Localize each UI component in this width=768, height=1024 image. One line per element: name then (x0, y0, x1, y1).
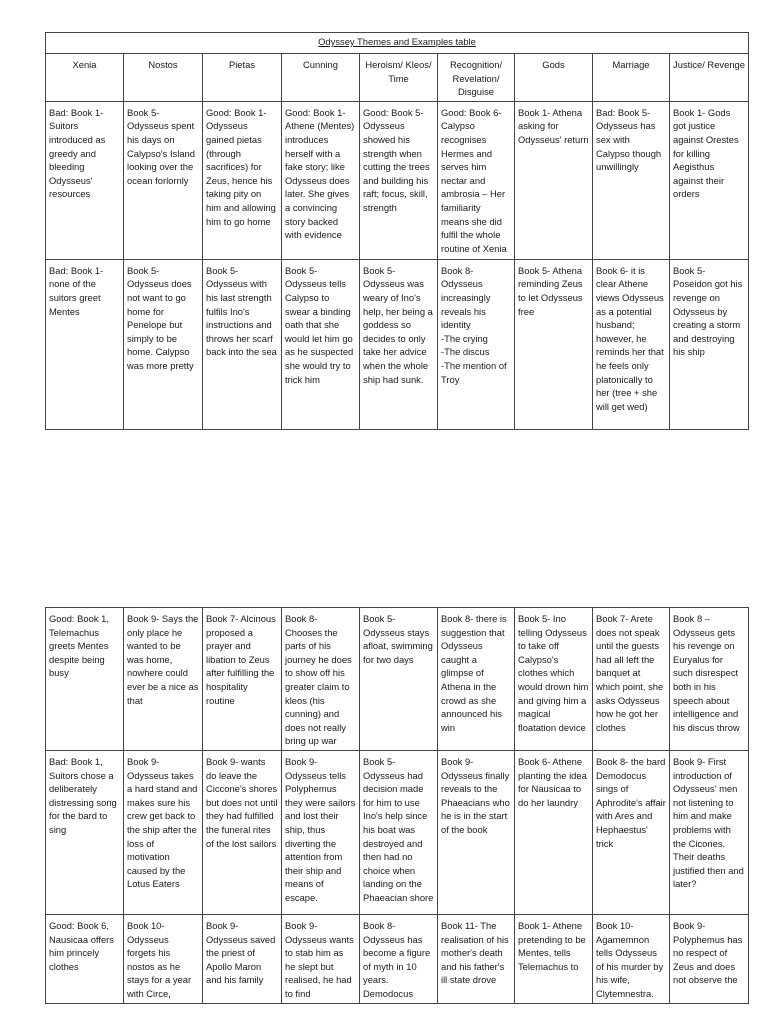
table-row (46, 608, 749, 751)
table-cell: Good: Book 5- Odysseus showed his strength when cutting the trees and building his raft; focus, skill, strength (360, 101, 438, 259)
table-cell: Book 9- wants do leave the Ciccone's shores but does not until they had fulfilled the funeral rites of the lost sailors (203, 750, 282, 914)
table-cell: Book 7- Arete does not speak until the guests had all left the banquet at which point, she asks Odysseus how he got her clothes (593, 608, 670, 751)
table-cell: Bad: Book 1, Suitors chose a deliberately distressing song for the bard to sing (46, 750, 124, 914)
table-cell: Book 8- Odysseus has become a figure of myth in 10 years. Demodocus (360, 914, 438, 1003)
table-cell: Book 9- Polyphemus has no respect of Zeus and does not observe the (670, 914, 749, 1003)
table-cell: Book 7- Alcinous proposed a prayer and libation to Zeus after fulfilling the hospitality routine (203, 608, 282, 751)
header-cunning: Cunning (282, 54, 360, 102)
table-cell: Book 6- Athene planting the idea for Nausicaa to do her laundry (515, 750, 593, 914)
table-cell: Book 5- Odysseus spent his days on Calypso's Island looking over the ocean forlornly (124, 101, 203, 259)
table-cell: Book 10- Odysseus forgets his nostos as he stays for a year with Circe, (124, 914, 203, 1003)
header-heroism: Heroism/ Kleos/ Time (360, 54, 438, 102)
table-cell: Book 8- Odysseus increasingly reveals his identity -The crying -The discus -The mention of Troy (438, 259, 515, 429)
themes-table-continued (45, 607, 749, 1004)
table-cell: Book 9- Says the only place he wanted to be was home, nowhere could ever be a nice as that (124, 608, 203, 751)
table-cell: Good: Book 1- Odysseus gained pietas (through sacrifices) for Zeus, hence his taking pity on him and allowing him to go home (203, 101, 282, 259)
header-justice: Justice/ Revenge (670, 54, 749, 102)
table-cell: Book 5- Odysseus was weary of Ino's help, her being a goddess so decides to only take her advice when the whole ship had sunk. (360, 259, 438, 429)
table-cell: Book 9- Odysseus tells Polyphemus they were sailors and lost their ship, thus diverting the attention from their ship and means of escape. (282, 750, 360, 914)
table-cell: Bad: Book 1- none of the suitors greet Mentes (46, 259, 124, 429)
table-cell: Book 5- Poseidon got his revenge on Odysseus by creating a storm and destroying his ship (670, 259, 749, 429)
table-cell: Book 8- Chooses the parts of his journey he does to show off his greater claim to kleos (his cunning) and does not really bring up war (282, 608, 360, 751)
header-marriage: Marriage (593, 54, 670, 102)
table-title: Odyssey Themes and Examples table (46, 33, 749, 54)
table-cell: Book 5- Ino telling Odysseus to take off Calypso's clothes which would drown him and giving him a magical floatation device (515, 608, 593, 751)
table-cell: Book 1- Athene pretending to be Mentes, tells Telemachus to (515, 914, 593, 1003)
table-cell: Book 5- Athena reminding Zeus to let Odysseus free (515, 259, 593, 429)
table-cell: Good: Book 1- Athene (Mentes) introduces herself with a fake story; like Odysseus does later. She gives a convincing story backed with evidence (282, 101, 360, 259)
header-nostos: Nostos (124, 54, 203, 102)
table-cell: Bad: Book 1- Suitors introduced as greedy and bleeding Odysseus' resources (46, 101, 124, 259)
table-cell: Book 9- Odysseus finally reveals to the Phaeacians who he is in the start of the book (438, 750, 515, 914)
table-row (46, 259, 749, 429)
table-cell: Book 5- Odysseus tells Calypso to swear a binding oath that she would let him go as he suspected she would try to trick him (282, 259, 360, 429)
table-cell: Book 5- Odysseus does not want to go home for Penelope but simply to be home. Calypso was more pretty (124, 259, 203, 429)
table-cell: Book 1- Athena asking for Odysseus' return (515, 101, 593, 259)
header-pietas: Pietas (203, 54, 282, 102)
table-cell: Good: Book 1, Telemachus greets Mentes despite being busy (46, 608, 124, 751)
header-xenia: Xenia (46, 54, 124, 102)
table-cell: Book 9- Odysseus wants to stab him as he slept but realised, he had to find (282, 914, 360, 1003)
table-row (46, 750, 749, 914)
table-row (46, 914, 749, 1003)
table-cell: Bad: Book 5- Odysseus has sex with Calypso though unwillingly (593, 101, 670, 259)
title-row (46, 33, 749, 54)
table-cell: Book 8- there is suggestion that Odysseus caught a glimpse of Athena in the crowd as she announced his win (438, 608, 515, 751)
table-cell: Book 11- The realisation of his mother's death and his father's ill state drove (438, 914, 515, 1003)
table-cell: Book 6- it is clear Athene views Odysseus as a potential husband; however, he reminds her that he feels only platonically to her (tree + she will get wed) (593, 259, 670, 429)
table-cell: Book 8- the bard Demodocus sings of Aphrodite's affair with Ares and Hephaestus' trick (593, 750, 670, 914)
table-cell: Good: Book 6, Nausicaa offers him princely clothes (46, 914, 124, 1003)
header-row (46, 54, 749, 102)
table-cell: Book 5- Odysseus stays afloat, swimming for two days (360, 608, 438, 751)
table-row (46, 101, 749, 259)
table-cell: Book 5- Odysseus had decision made for him to use Ino's help since his boat was destroyed and then had no choice when landing on the Phaeacian shore (360, 750, 438, 914)
table-cell: Book 5- Odysseus with his last strength fulfils Ino's instructions and throws her scarf back into the sea (203, 259, 282, 429)
table-cell: Book 10- Agamemnon tells Odysseus of his murder by his wife, Clytemnestra. (593, 914, 670, 1003)
themes-table-top (45, 32, 749, 430)
table-cell: Book 1- Gods got justice against Orestes for killing Aegisthus against their orders (670, 101, 749, 259)
table-cell: Good: Book 6- Calypso recognises Hermes and serves him nectar and ambrosia – Her familiarity means she did fulfil the whole routine of Xenia (438, 101, 515, 259)
header-recognition: Recognition/ Revelation/ Disguise (438, 54, 515, 102)
table-cell: Book 9- First introduction of Odysseus' men not listening to him and make problems with the Cicones. Their deaths justified then and later? (670, 750, 749, 914)
table-cell: Book 9- Odysseus saved the priest of Apollo Maron and his family (203, 914, 282, 1003)
table-cell: Book 9- Odysseus takes a hard stand and makes sure his crew get back to the ship after the loss of motivation caused by the Lotus Eaters (124, 750, 203, 914)
header-gods: Gods (515, 54, 593, 102)
table-cell: Book 8 – Odysseus gets his revenge on Euryalus for such disrespect both in his speech about intelligence and his discus throw (670, 608, 749, 751)
